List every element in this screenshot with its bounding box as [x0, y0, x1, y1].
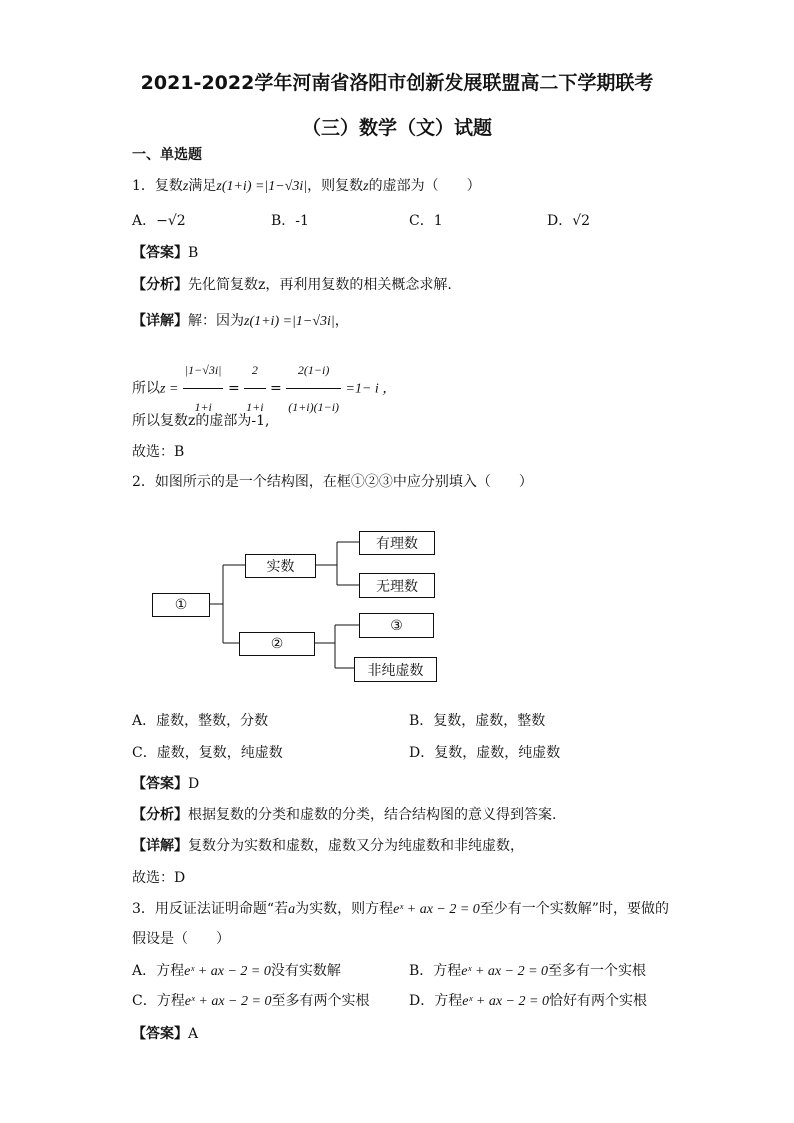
q3-answer-value: A — [188, 1026, 199, 1042]
q2-option-c: C．虚数，复数，纯虚数 — [132, 745, 283, 761]
q1-option-a: A．−√2 — [132, 213, 186, 229]
q3-stem-suffix: 至少有一个实数解”时，要做的 — [479, 901, 669, 917]
diagram-box-real: 实数 — [245, 554, 316, 578]
q1-calc-prefix: 所以 — [132, 380, 160, 397]
q1-calc-eq1: = — [227, 380, 240, 397]
q3-option-b-post: 至多有一个实根 — [548, 963, 647, 979]
q2-choice: 故选：D — [132, 870, 186, 886]
q1-calc-eq2: = — [270, 380, 282, 397]
q1-stem-var: z — [182, 179, 189, 194]
q3-answer — [132, 1025, 198, 1043]
q2-answer-tag: 【答案】 — [132, 776, 188, 792]
q2-detail — [132, 837, 524, 855]
diagram-box-non-pure: 非纯虚数 — [354, 657, 437, 682]
q3-answer-tag: 【答案】 — [132, 1026, 188, 1042]
q3-option-d-post: 恰好有两个实根 — [548, 993, 647, 1009]
q2-detail-text: 复数分为实数和虚数，虚数又分为纯虚数和非纯虚数， — [188, 838, 524, 854]
q1-option-d: D．√2 — [547, 213, 591, 229]
q2-analysis-text: 根据复数的分类和虚数的分类，结合结构图的意义得到答案. — [188, 807, 557, 823]
q3-option-a-equation: eˣ + ax − 2 = 0 — [184, 964, 271, 979]
q2-answer-value: D — [188, 776, 200, 792]
q2-stem: 2．如图所示的是一个结构图，在框①②③中应分别填入（ ） — [132, 474, 533, 490]
q1-analysis-text: 先化简复数z，再利用复数的相关概念求解. — [188, 277, 452, 293]
q1-fraction-2-num: 2 — [244, 352, 265, 389]
q1-stem-then: ，则复数 — [307, 178, 364, 194]
q1-detail-tag: 【详解】 — [132, 313, 188, 329]
q1-calc-z: z = — [160, 381, 179, 397]
q3-option-c — [132, 992, 369, 1011]
q1-fraction-1-den: 1+i — [194, 400, 212, 414]
q3-option-a-post: 没有实数解 — [270, 963, 341, 979]
q3-stem-var: a — [288, 902, 296, 917]
q3-option-d-equation: eˣ + ax − 2 = 0 — [462, 994, 549, 1009]
q2-option-a: A．虚数，整数，分数 — [132, 713, 269, 729]
q2-option-b: B．复数，虚数，整数 — [409, 713, 546, 729]
q1-fraction-1-num: |1−√3i| — [183, 352, 224, 389]
q1-stem-suffix: 的虚部为（ ） — [368, 178, 481, 194]
q2-analysis-tag: 【分析】 — [132, 807, 188, 823]
q1-fraction-2-den: 1+i — [246, 400, 264, 414]
q1-fraction-3-num: 2(1−i) — [286, 352, 341, 389]
q3-option-c-equation: eˣ + ax − 2 = 0 — [184, 994, 272, 1009]
q1-fraction-3-den: (1+i)(1−i) — [288, 400, 340, 414]
q3-stem — [132, 900, 669, 919]
q1-analysis-tag: 【分析】 — [132, 277, 188, 293]
diagram-box-third: ③ — [359, 613, 434, 638]
q1-stem-equation: z(1+i) =|1−√3i| — [216, 179, 308, 194]
q1-stem-var2: z — [363, 179, 369, 194]
q3-option-a-pre: A．方程 — [132, 963, 185, 979]
q3-option-b-pre: B．方程 — [409, 963, 462, 979]
diagram-box-second: ② — [239, 632, 315, 656]
q1-option-c: C．1 — [409, 213, 443, 229]
q2-analysis — [132, 806, 556, 824]
q3-option-d — [409, 992, 647, 1011]
q1-conclusion: 所以复数z的虚部为-1, — [132, 413, 270, 429]
doc-title-line2: （三）数学（文）试题 — [301, 117, 492, 139]
q3-option-b-equation: eˣ + ax − 2 = 0 — [461, 964, 549, 979]
q2-detail-tag: 【详解】 — [132, 838, 188, 854]
diagram-box-root: ① — [152, 593, 210, 617]
q1-answer-value: B — [188, 245, 199, 261]
q1-option-b: B．-1 — [271, 213, 309, 229]
q2-option-d: D．复数，虚数，纯虚数 — [409, 745, 561, 761]
q3-option-b — [409, 962, 646, 981]
q1-choice: 故选：B — [132, 444, 185, 460]
q1-stem-prefix: 1．复数 — [132, 178, 183, 194]
q3-option-c-post: 至多有两个实根 — [271, 993, 370, 1009]
q3-stem-mid: 为实数，则方程 — [295, 901, 394, 917]
q1-answer-tag: 【答案】 — [132, 245, 188, 261]
q1-detail-end: ， — [334, 313, 349, 329]
q3-stem-prefix: 3．用反证法证明命题“若 — [132, 901, 289, 917]
q2-answer — [132, 775, 199, 793]
diagram-box-irrational: 无理数 — [359, 573, 435, 598]
q1-detail-text: 解：因为 — [188, 313, 244, 329]
doc-title-line1: 2021-2022学年河南省洛阳市创新发展联盟高二下学期联考 — [140, 72, 654, 94]
q3-option-c-pre: C．方程 — [132, 993, 185, 1009]
section-heading: 一、单选题 — [132, 147, 202, 163]
q1-calc-result: =1− i ， — [345, 381, 397, 397]
q3-option-d-pre: D．方程 — [409, 993, 463, 1009]
q1-detail-equation: z(1+i) =|1−√3i| — [244, 314, 335, 329]
q3-stem-line2: 假设是（ ） — [132, 931, 230, 947]
q1-stem-mid: 满足 — [188, 178, 217, 194]
q3-option-a — [132, 962, 341, 981]
diagram-box-rational: 有理数 — [359, 531, 435, 555]
q3-stem-equation: eˣ + ax − 2 = 0 — [393, 902, 480, 917]
